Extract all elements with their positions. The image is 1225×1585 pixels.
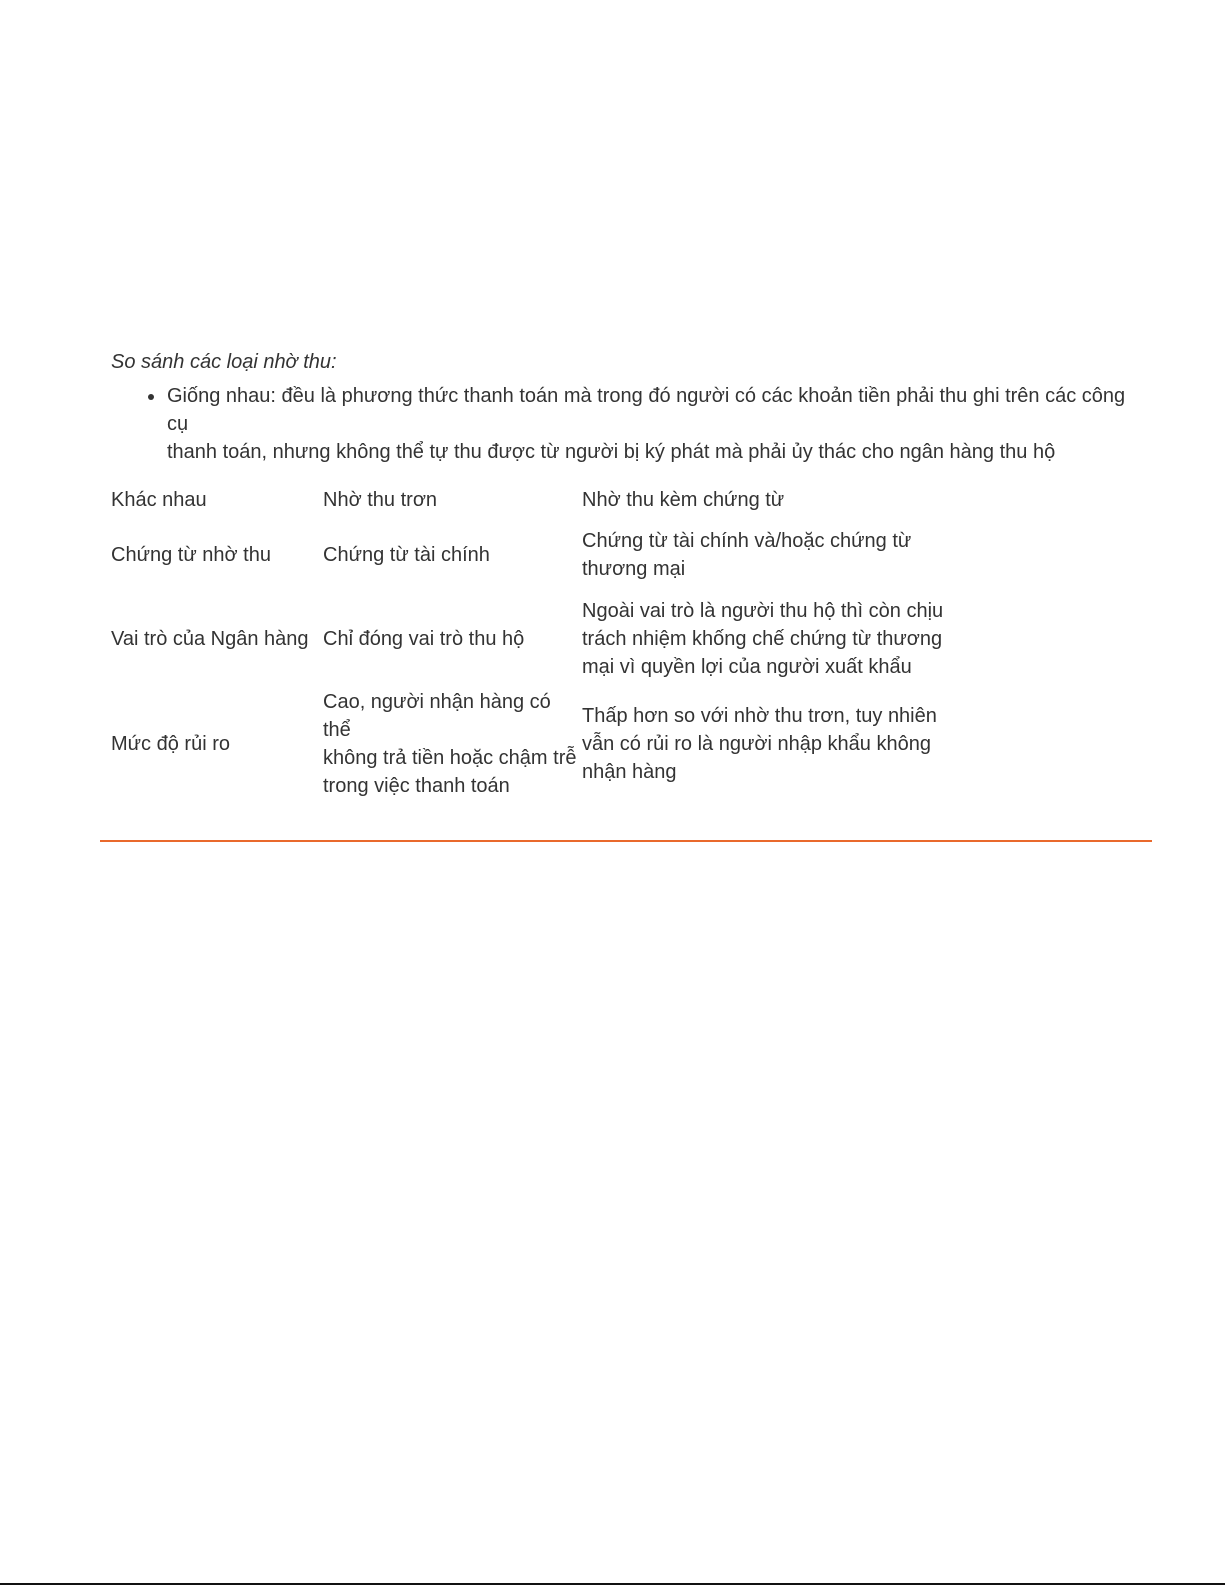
cell-line: Chứng từ tài chính và/hoặc chứng từ xyxy=(582,530,912,552)
documentary-cell xyxy=(582,688,952,800)
cell-line: thương mại xyxy=(582,558,686,580)
bullet-item-similarities xyxy=(111,382,1151,466)
row-label: Chứng từ nhờ thu xyxy=(111,544,271,566)
cell-line: trong việc thanh toán xyxy=(323,775,510,797)
table-header-row xyxy=(111,480,952,520)
table-row xyxy=(111,590,952,688)
documentary-cell xyxy=(582,520,952,590)
header-cell-clean-collection: Nhờ thu trơn xyxy=(323,489,438,511)
content-block xyxy=(111,348,1151,800)
documentary-cell xyxy=(582,590,952,688)
comparison-table xyxy=(111,480,952,800)
cell-line: Ngoài vai trò là người thu hộ thì còn chịu xyxy=(582,600,944,622)
section-title: So sánh các loại nhờ thu: xyxy=(111,351,337,373)
bullet-dot-icon xyxy=(148,394,154,400)
header-cell-differences: Khác nhau xyxy=(111,489,207,511)
bullet-list xyxy=(111,382,1151,466)
cell-line: nhận hàng xyxy=(582,761,677,783)
clean-cell xyxy=(323,520,582,590)
table-row xyxy=(111,688,952,800)
similarities-line-2: thanh toán, nhưng không thể tự thu được từ người bị ký phát mà phải ủy thác cho ngân hàng thu hộ xyxy=(167,441,1056,463)
cell-line: trách nhiệm khống chế chứng từ thương xyxy=(582,628,943,650)
cell-line: không trả tiền hoặc chậm trễ xyxy=(323,747,577,769)
header-cell-documentary-collection: Nhờ thu kèm chứng từ xyxy=(582,489,785,511)
cell-line: Chỉ đóng vai trò thu hộ xyxy=(323,628,525,650)
orange-divider xyxy=(100,840,1152,842)
similarities-line-1: Giống nhau: đều là phương thức thanh toán mà trong đó người có các khoản tiền phải thu ghi trên các công cụ xyxy=(167,385,1126,435)
clean-cell xyxy=(323,590,582,688)
cell-line: Thấp hơn so với nhờ thu trơn, tuy nhiên xyxy=(582,705,937,727)
row-label: Vai trò của Ngân hàng xyxy=(111,628,309,650)
cell-line: vẫn có rủi ro là người nhập khẩu không xyxy=(582,733,931,755)
row-label: Mức độ rủi ro xyxy=(111,733,230,755)
cell-line: Chứng từ tài chính xyxy=(323,544,490,566)
clean-cell xyxy=(323,688,582,800)
cell-line: Cao, người nhận hàng có thể xyxy=(323,691,551,741)
cell-line: mại vì quyền lợi của người xuất khẩu xyxy=(582,656,912,678)
table-row xyxy=(111,520,952,590)
